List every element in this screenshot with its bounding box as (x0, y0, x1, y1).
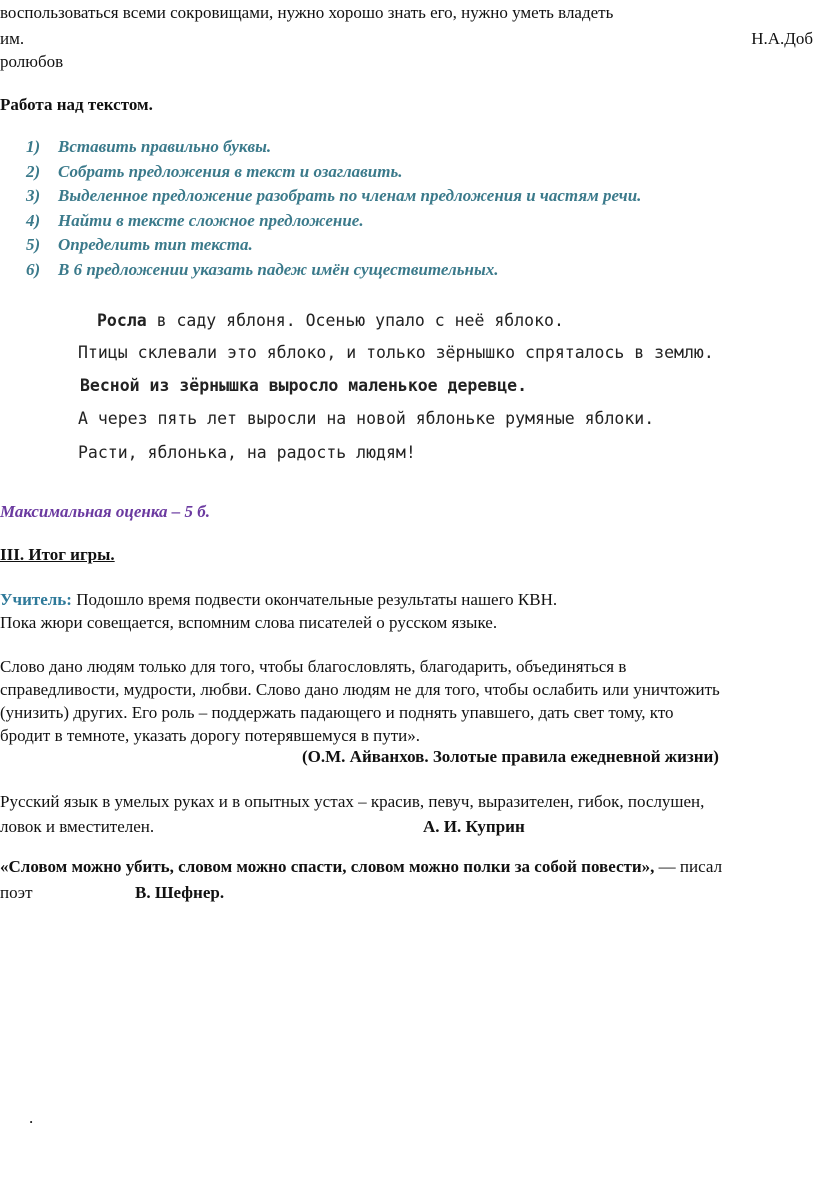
task-number: 4) (26, 210, 41, 230)
story-sentence-3: Весной из зёрнышка выросло маленькое деревце. (80, 376, 528, 395)
quote3-quote: «Словом можно убить, словом можно спасти, словом можно полки за собой повести», (0, 857, 655, 876)
task-text: В 6 предложении указать падеж имён существительных. (58, 259, 499, 279)
quote1-line: Слово дано людям только для того, чтобы благословлять, благодарить, объединяться в (0, 657, 627, 676)
task-text: Выделенное предложение разобрать по членам предложения и частям речи. (58, 186, 642, 206)
quote1-line: справедливости, мудрости, любви. Слово дано людям не для того, чтобы ослабить или уничтожить (0, 680, 720, 699)
intro-line-2-left: им. (0, 29, 25, 48)
task-item (26, 211, 786, 236)
intro-line-2-author: Н.А.Доб (751, 29, 813, 48)
section-title: III. Итог игры. (0, 545, 115, 564)
task-list (26, 137, 786, 285)
task-text: Вставить правильно буквы. (58, 137, 272, 156)
task-item (26, 235, 786, 260)
task-number: 6) (26, 259, 41, 279)
quote2-line-1: Русский язык в умелых руках и в опытных устах – красив, певуч, выразителен, гибок, послушен, (0, 792, 705, 811)
task-item (26, 260, 786, 285)
story-sentence-4: А через пять лет выросли на новой яблоньке румяные яблоки. (78, 409, 655, 428)
story-sentence-2: Птицы склевали это яблоко, и только зёрнышко спряталось в землю. (78, 343, 714, 362)
quote2-line-2: ловок и вместителен. (0, 817, 155, 836)
intro-line-3: ролюбов (0, 52, 64, 71)
task-number: 1) (26, 137, 41, 156)
quote1-line: (унизить) других. Его роль – поддержать падающего и поднять упавшего, дать свет тому, кто (0, 703, 674, 722)
quote1-author: (О.М. Айванхов. Золотые правила ежедневной жизни) (302, 747, 719, 766)
story-sentence-1-rest: в саду яблоня. Осенью упало с неё яблоко. (146, 311, 564, 330)
task-text: Собрать предложения в текст и озаглавить. (58, 161, 403, 181)
quote3-line-2: поэт (0, 883, 33, 902)
quote3-author: В. Шефнер. (135, 883, 225, 902)
quote1-line: бродит в темноте, указать дорогу потерявшемуся в пути». (0, 726, 420, 745)
teacher-line-1 (0, 590, 557, 610)
story-sentence-5: Расти, яблонька, на радость людям! (78, 443, 416, 462)
teacher-label: Учитель: (0, 590, 72, 609)
task-text: Определить тип текста. (58, 235, 253, 255)
story-sentence-1 (97, 311, 564, 330)
quote3-line-1 (0, 857, 722, 877)
footer-dot: . (29, 1108, 34, 1127)
task-number: 3) (26, 186, 41, 206)
quote2-author: А. И. Куприн (423, 817, 525, 836)
task-item (26, 186, 786, 211)
task-item (26, 137, 786, 162)
max-score: Максимальная оценка – 5 б. (0, 502, 211, 521)
intro-line-1: воспользоваться всеми сокровищами, нужно хорошо знать его, нужно уметь владеть (0, 3, 614, 22)
task-number: 5) (26, 235, 41, 255)
teacher-line-2: Пока жюри совещается, вспомним слова писателей о русском языке. (0, 613, 498, 632)
task-item (26, 162, 786, 187)
task-number: 2) (26, 161, 41, 181)
quote3-tail: — писал (654, 857, 723, 876)
story-bold-word: Росла (97, 311, 147, 330)
task-text: Найти в тексте сложное предложение. (58, 210, 364, 230)
work-heading: Работа над текстом. (0, 95, 153, 114)
teacher-text: Подошло время подвести окончательные результаты нашего КВН. (71, 590, 558, 609)
